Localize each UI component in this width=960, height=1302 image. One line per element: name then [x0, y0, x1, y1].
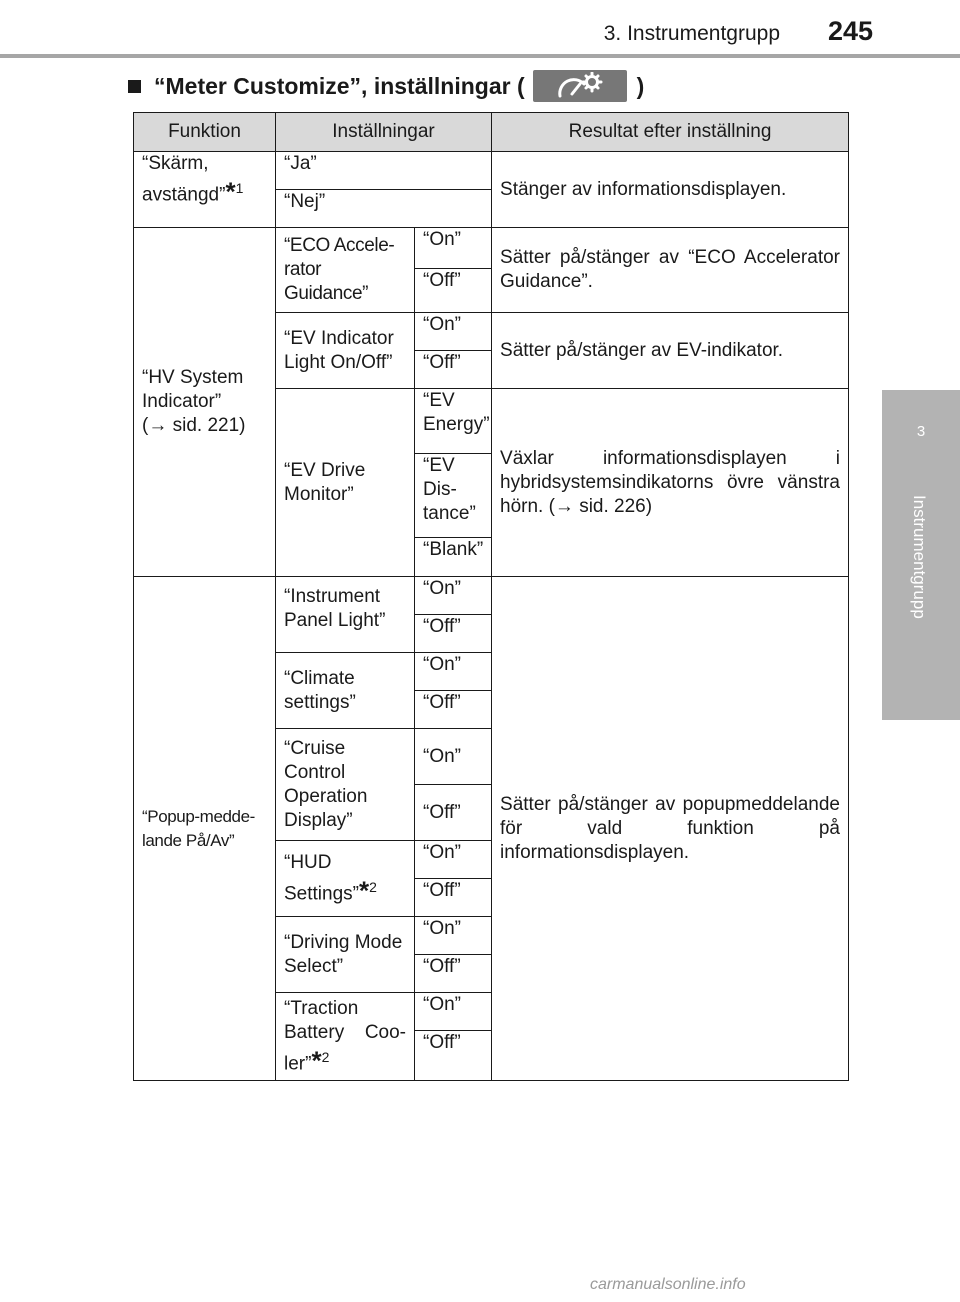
option-off: “Off” [415, 879, 492, 917]
function-screen-off [134, 152, 276, 228]
option-off: “Off” [415, 351, 492, 389]
footnote-number: 1 [235, 180, 244, 196]
option-value: “Nej” [276, 190, 492, 228]
option-off: “Off” [415, 785, 492, 841]
table-header-row [134, 113, 849, 152]
option-on: “On” [415, 729, 492, 785]
watermark: carmanualsonline.info [590, 1276, 746, 1293]
result-text: Stänger av informationsdisplayen. [492, 152, 849, 228]
option-value: “EV Distance” [415, 454, 492, 538]
side-tab [882, 390, 960, 720]
header-title: 3. Instrumentgrupp [603, 22, 780, 45]
header-rule [0, 54, 960, 58]
section-heading-text: “Meter Customize”, inställningar ( [154, 72, 525, 99]
option-off: “Off” [415, 615, 492, 653]
page-reference: (→ sid. 221) [142, 415, 246, 436]
option-on: “On” [415, 228, 492, 269]
option-value: “EV Energy” [415, 389, 492, 454]
option-off: “Off” [415, 955, 492, 993]
header-function: Funktion [134, 113, 276, 152]
footnote-number: 2 [321, 1048, 330, 1065]
sub-traction-battery-cooler [276, 993, 415, 1081]
option-off: “Off” [415, 691, 492, 729]
section-heading-close: ) [636, 72, 645, 99]
function-label: “Skärm, avstängd” [142, 153, 226, 206]
option-on: “On” [415, 313, 492, 351]
option-on: “On” [415, 653, 492, 691]
sub-climate-settings: “Climate settings” [276, 653, 415, 729]
settings-table [133, 112, 849, 1081]
footnote-star: * [225, 176, 236, 207]
function-popup-message: “Popup-meddelande På/Av” [134, 577, 276, 1081]
option-off: “Off” [415, 1031, 492, 1081]
sub-instrument-panel-light: “Instrument Panel Light” [276, 577, 415, 653]
table-row [134, 577, 849, 615]
sub-ev-indicator-light: “EV Indicator Light On/Off” [276, 313, 415, 389]
result-text: Sätter på/stänger av EV-indikator. [492, 313, 849, 389]
side-tab-number: 3 [916, 423, 926, 440]
result-text: Sätter på/stänger av “ECO Accelerator Guidance”. [492, 228, 849, 313]
square-bullet-icon [128, 80, 141, 93]
function-hv-indicator [134, 228, 276, 577]
table-row [134, 228, 849, 269]
option-value: “Blank” [415, 538, 492, 577]
meter-settings-icon [533, 70, 627, 102]
page-number: 245 [828, 16, 874, 46]
result-text: Växlar informationsdisplayen i hybridsystemsindikatorns övre vänstra hörn. (→ sid. 226) [492, 389, 849, 577]
sub-label: “Traction Battery Cooler” [284, 997, 406, 1075]
sub-cruise-control-display: “Cruise Control Operation Display” [276, 729, 415, 841]
side-tab-label: Instrumentgrupp [910, 495, 929, 619]
option-on: “On” [415, 841, 492, 879]
footnote-star: * [311, 1045, 322, 1076]
table-row [134, 152, 849, 190]
sub-driving-mode-select: “Driving Mode Select” [276, 917, 415, 993]
result-text: Sätter på/stänger av popupmeddelande för vald funktion på informationsdisplayen. [492, 577, 849, 1081]
option-on: “On” [415, 993, 492, 1031]
function-label-line: Indicator” [142, 391, 222, 412]
option-on: “On” [415, 917, 492, 955]
option-value: “Ja” [276, 152, 492, 190]
option-off: “Off” [415, 269, 492, 313]
sub-ev-drive-monitor: “EV Drive Monitor” [276, 389, 415, 577]
function-label-line: “HV System [142, 367, 244, 388]
option-on: “On” [415, 577, 492, 615]
sub-hud-settings [276, 841, 415, 917]
header-result: Resultat efter inställning [492, 113, 849, 152]
sub-label: “HUD Settings” [284, 851, 359, 905]
header-settings: Inställningar [276, 113, 492, 152]
sub-eco-guidance: “ECO Accelerator Guidance” [276, 228, 415, 313]
footnote-star: * [358, 875, 370, 906]
footnote-number: 2 [369, 878, 377, 895]
section-heading [128, 70, 644, 102]
